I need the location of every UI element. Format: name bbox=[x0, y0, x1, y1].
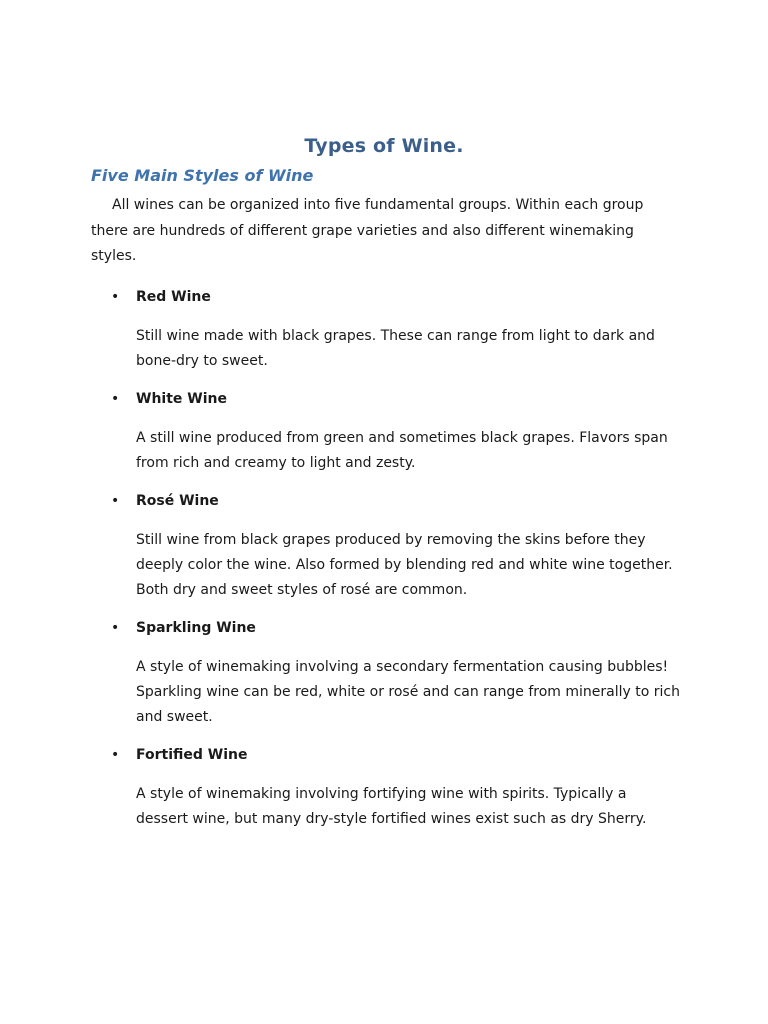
list-item-description: A style of winemaking involving a secondary fermentation causing bubbles! Sparkling wine can be red, white or rosé and can range from minerally to rich and sweet. bbox=[136, 659, 680, 725]
wine-styles-list bbox=[0, 286, 768, 832]
list-item-description: A still wine produced from green and sometimes black grapes. Flavors span from rich and creamy to light and zesty. bbox=[136, 430, 668, 471]
bullet-icon: • bbox=[111, 747, 120, 763]
list-item-red-wine bbox=[0, 286, 768, 374]
list-item-white-wine bbox=[0, 388, 768, 476]
list-item-sparkling-wine bbox=[0, 617, 768, 730]
bullet-icon: • bbox=[111, 391, 120, 407]
section-heading: Five Main Styles of Wine bbox=[91, 166, 314, 185]
intro-paragraph: All wines can be organized into five fundamental groups. Within each group there are hundreds of different grape varieties and also different winemaking styles. bbox=[91, 197, 644, 264]
list-item-title: White Wine bbox=[136, 391, 227, 407]
list-item-fortified-wine bbox=[0, 744, 768, 832]
bullet-icon: • bbox=[111, 493, 120, 509]
list-item-title: Red Wine bbox=[136, 289, 211, 305]
list-item-description: Still wine from black grapes produced by removing the skins before they deeply color the wine. Also formed by blending red and white wine together. Both dry and sweet styles of rosé are common. bbox=[136, 532, 673, 598]
bullet-icon: • bbox=[111, 289, 120, 305]
bullet-icon: • bbox=[111, 620, 120, 636]
list-item-title: Rosé Wine bbox=[136, 493, 219, 509]
list-item-title: Fortified Wine bbox=[136, 747, 248, 763]
list-item-title: Sparkling Wine bbox=[136, 620, 256, 636]
document-title: Types of Wine. bbox=[304, 134, 464, 157]
list-item-description: A style of winemaking involving fortifying wine with spirits. Typically a dessert wine, but many dry-style fortified wines exist such as dry Sherry. bbox=[136, 786, 647, 827]
list-item-rose-wine bbox=[0, 490, 768, 603]
list-item-description: Still wine made with black grapes. These can range from light to dark and bone-dry to sweet. bbox=[136, 328, 655, 369]
